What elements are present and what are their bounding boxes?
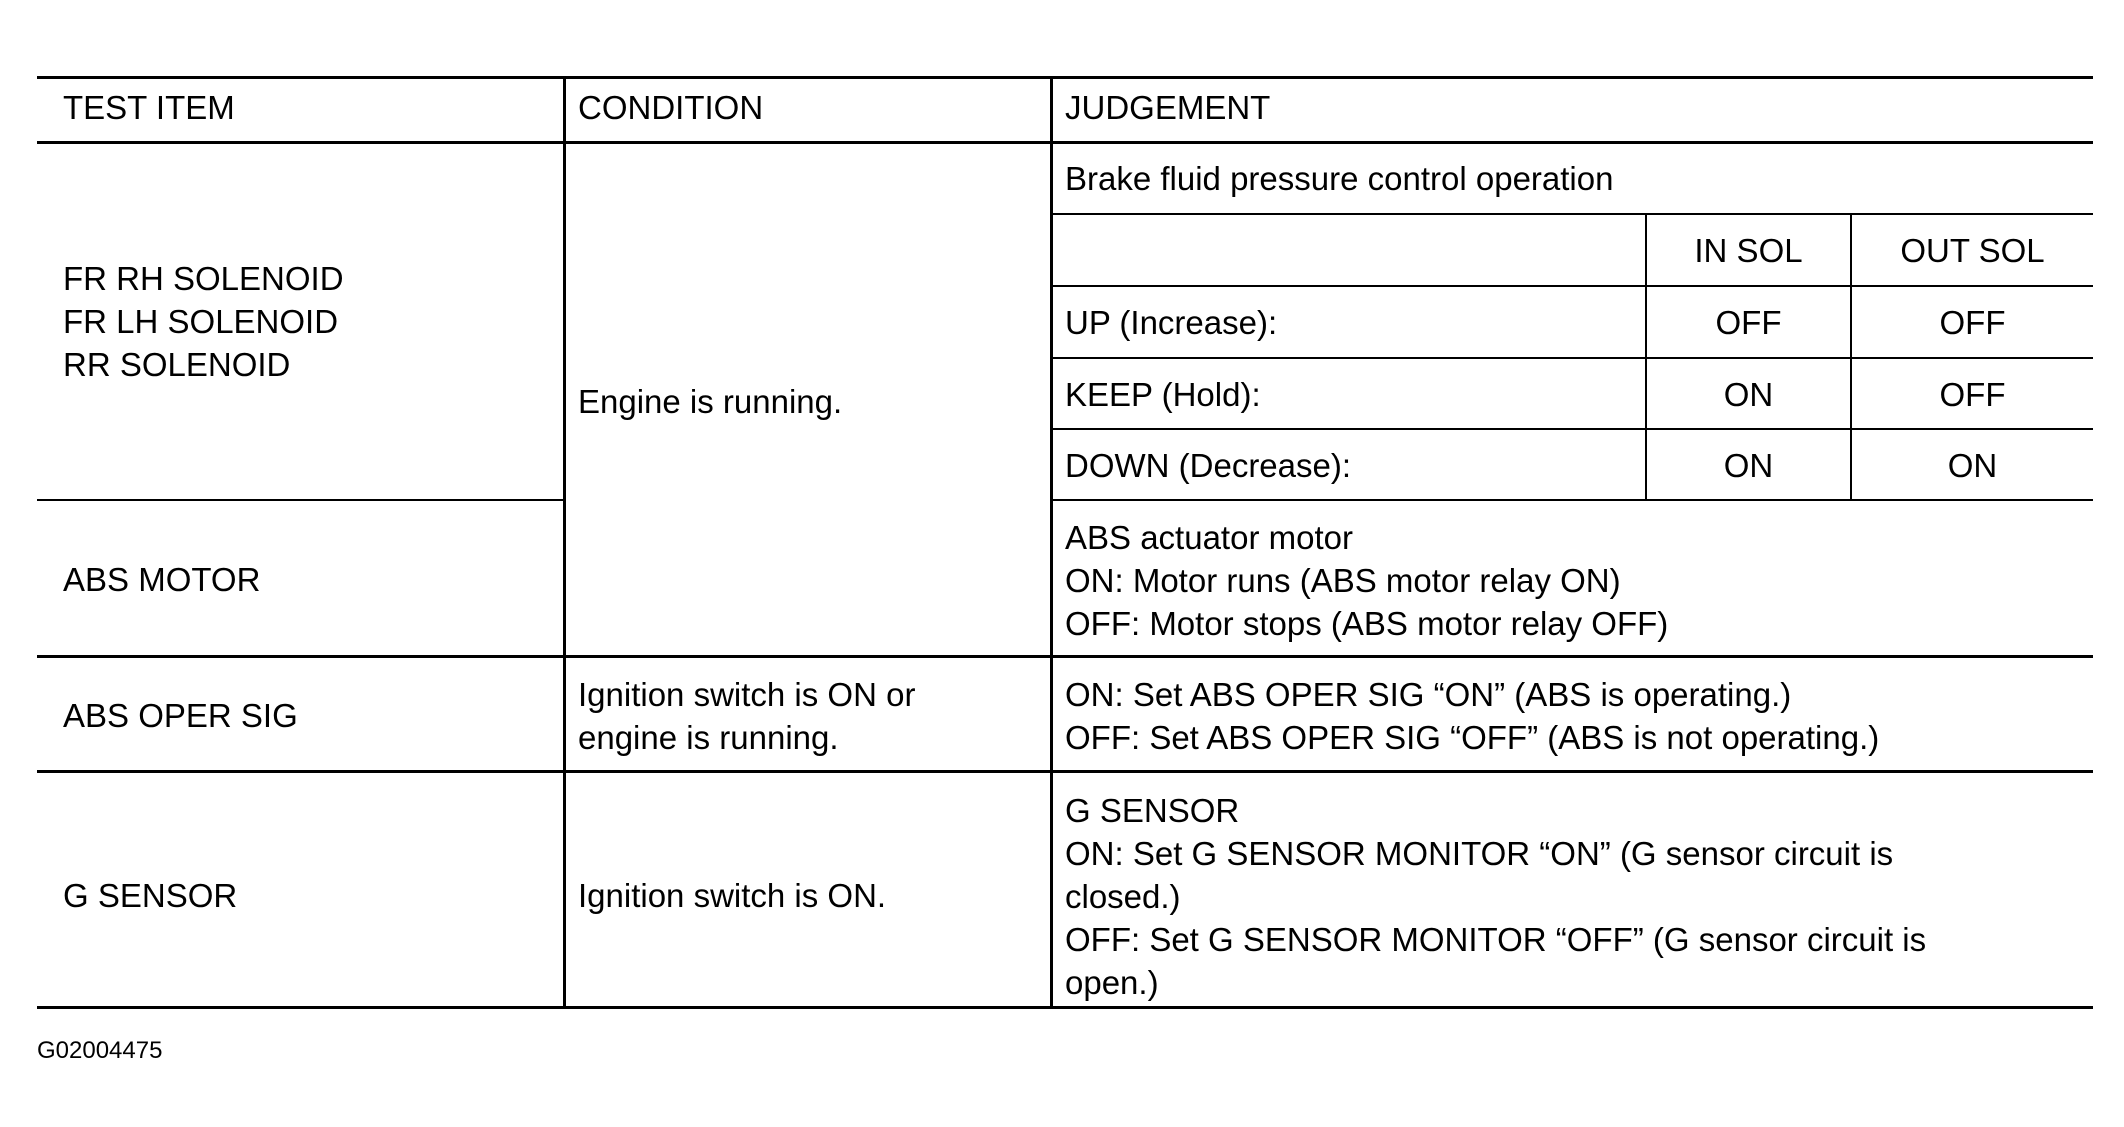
abs-motor-judgement-line: ON: Motor runs (ABS motor relay ON) <box>1065 562 1621 599</box>
g-sensor-condition: Ignition switch is ON. <box>578 877 887 914</box>
col-out-sol: OUT SOL <box>1900 232 2045 269</box>
col-in-sol: IN SOL <box>1694 232 1803 269</box>
condition-engine-running: Engine is running. <box>578 383 843 420</box>
abs-oper-sig-condition-line: engine is running. <box>578 719 839 756</box>
header-bottom-border <box>37 141 2093 144</box>
abs-motor-bottom <box>37 655 2093 658</box>
header-condition: CONDITION <box>578 89 764 126</box>
item-fr-rh-solenoid: FR RH SOLENOID <box>63 260 344 297</box>
subheader-divider <box>1052 285 2093 287</box>
table-bottom-border <box>37 1006 2093 1009</box>
abs-motor-judgement-line: ABS actuator motor <box>1065 519 1353 556</box>
solenoid-judgement-bottom <box>1052 499 2093 501</box>
row-up-in: OFF <box>1715 304 1782 341</box>
item-g-sensor: G SENSOR <box>63 877 238 914</box>
solenoid-items <box>63 257 344 386</box>
keep-row-divider <box>1052 428 2093 430</box>
row-keep-in: ON <box>1723 376 1774 413</box>
abs-motor-judgement-line: OFF: Motor stops (ABS motor relay OFF) <box>1065 605 1669 642</box>
item-abs-oper-sig: ABS OPER SIG <box>63 697 298 734</box>
abs-oper-sig-bottom <box>37 770 2093 773</box>
g-sensor-judgement-line: OFF: Set G SENSOR MONITOR “OFF” (G sensor circuit is <box>1065 921 1927 958</box>
up-row-divider <box>1052 357 2093 359</box>
abs-oper-sig-condition-line: Ignition switch is ON or <box>578 676 916 713</box>
brake-pressure-title: Brake fluid pressure control operation <box>1065 160 1614 197</box>
row-keep-label: KEEP (Hold): <box>1065 376 1261 413</box>
g-sensor-judgement-line: closed.) <box>1065 878 1181 915</box>
item-fr-lh-solenoid: FR LH SOLENOID <box>63 303 339 340</box>
solenoid-item-bottom <box>37 499 565 501</box>
g-sensor-judgement-line: ON: Set G SENSOR MONITOR “ON” (G sensor circuit is <box>1065 835 1894 872</box>
row-keep-out: OFF <box>1939 376 2006 413</box>
col-divider-2 <box>1050 76 1053 1009</box>
figure-id: G02004475 <box>37 1037 163 1064</box>
abs-oper-sig-judgement-line: OFF: Set ABS OPER SIG “OFF” (ABS is not operating.) <box>1065 719 1880 756</box>
item-abs-motor: ABS MOTOR <box>63 561 261 598</box>
abs-oper-sig-condition <box>578 673 915 759</box>
g-sensor-judgement-line: open.) <box>1065 964 1159 1001</box>
header-judgement: JUDGEMENT <box>1065 89 1271 126</box>
g-sensor-judgement <box>1065 789 1926 1004</box>
brake-title-divider <box>1052 213 2093 215</box>
row-down-in: ON <box>1723 447 1774 484</box>
row-down-label: DOWN (Decrease): <box>1065 447 1352 484</box>
abs-oper-sig-judgement-line: ON: Set ABS OPER SIG “ON” (ABS is operating.) <box>1065 676 1792 713</box>
abs-oper-sig-judgement <box>1065 673 1879 759</box>
col-divider-1 <box>563 76 566 1009</box>
row-up-label: UP (Increase): <box>1065 304 1278 341</box>
header-test-item: TEST ITEM <box>63 89 235 126</box>
g-sensor-judgement-line: G SENSOR <box>1065 792 1240 829</box>
item-rr-solenoid: RR SOLENOID <box>63 346 291 383</box>
abs-motor-judgement <box>1065 516 1668 645</box>
table-top-border <box>37 76 2093 79</box>
row-up-out: OFF <box>1939 304 2006 341</box>
row-down-out: ON <box>1947 447 1998 484</box>
